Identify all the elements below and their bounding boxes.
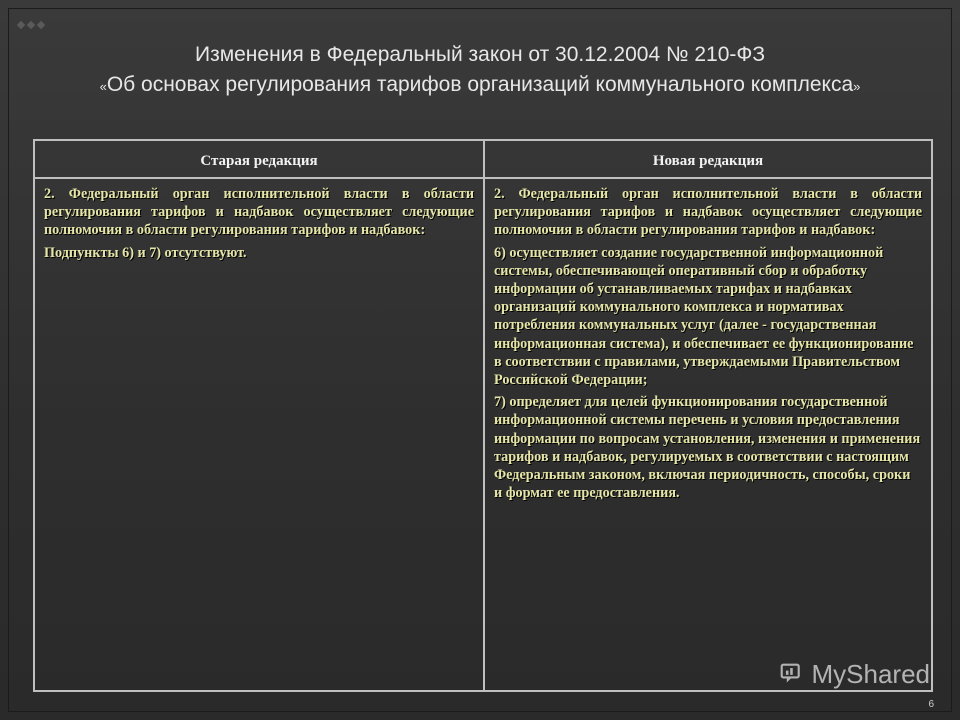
- title-line-2-text: Об основах регулирования тарифов организаций коммунального комплекса: [106, 73, 854, 96]
- watermark-text: MyShared: [811, 658, 930, 689]
- comparison-table: [33, 139, 933, 692]
- quote-close: »: [853, 79, 861, 94]
- slide-title: [60, 40, 900, 102]
- header-new-edition: Новая редакция: [484, 140, 932, 178]
- decorative-bullets: [18, 18, 44, 32]
- new-paragraph-1: 2. Федеральный орган исполнительной власти в области регулирования тарифов и надбавок осуществляет следующие полномочия в области регулирования тарифов и надбавок:: [494, 186, 922, 239]
- page-number: 6: [928, 699, 934, 710]
- new-paragraph-2: 6) осуществляет создание государственной информационной системы, обеспечивающей оперативный сбор и обработку информации об устанавливаемых тарифах и надбавках организаций коммунального комплекса и нормативах потребления коммунальных услуг (далее - государственная информационная система), и обеспечивает ее функционирование в соответствии с правилами, утверждаемыми Правительством Российской Федерации;: [494, 244, 914, 389]
- watermark-logo-icon: [780, 660, 806, 688]
- new-paragraph-3: 7) определяет для целей функционирования государственной информационной системы перечень и условия предоставления информации по вопросам установления, изменения и применения тарифов и надбавок, регулируемых в соответствии с настоящим Федеральным законом, включая периодичность, способы, сроки и формат ее предоставления.: [494, 394, 921, 502]
- quote-open: «: [99, 79, 107, 94]
- watermark: [780, 655, 930, 693]
- new-edition-cell: [484, 178, 932, 691]
- old-edition-cell: [34, 178, 484, 691]
- title-line-1: Изменения в Федеральный закон от 30.12.2004 № 210-ФЗ: [194, 43, 766, 66]
- old-paragraph-1: 2. Федеральный орган исполнительной власти в области регулирования тарифов и надбавок осуществляет следующие полномочия в области регулирования тарифов и надбавок:: [44, 186, 474, 239]
- old-paragraph-2: Подпункты 6) и 7) отсутствуют.: [44, 244, 247, 261]
- header-old-edition: Старая редакция: [34, 140, 484, 178]
- title-line-2: [60, 70, 900, 102]
